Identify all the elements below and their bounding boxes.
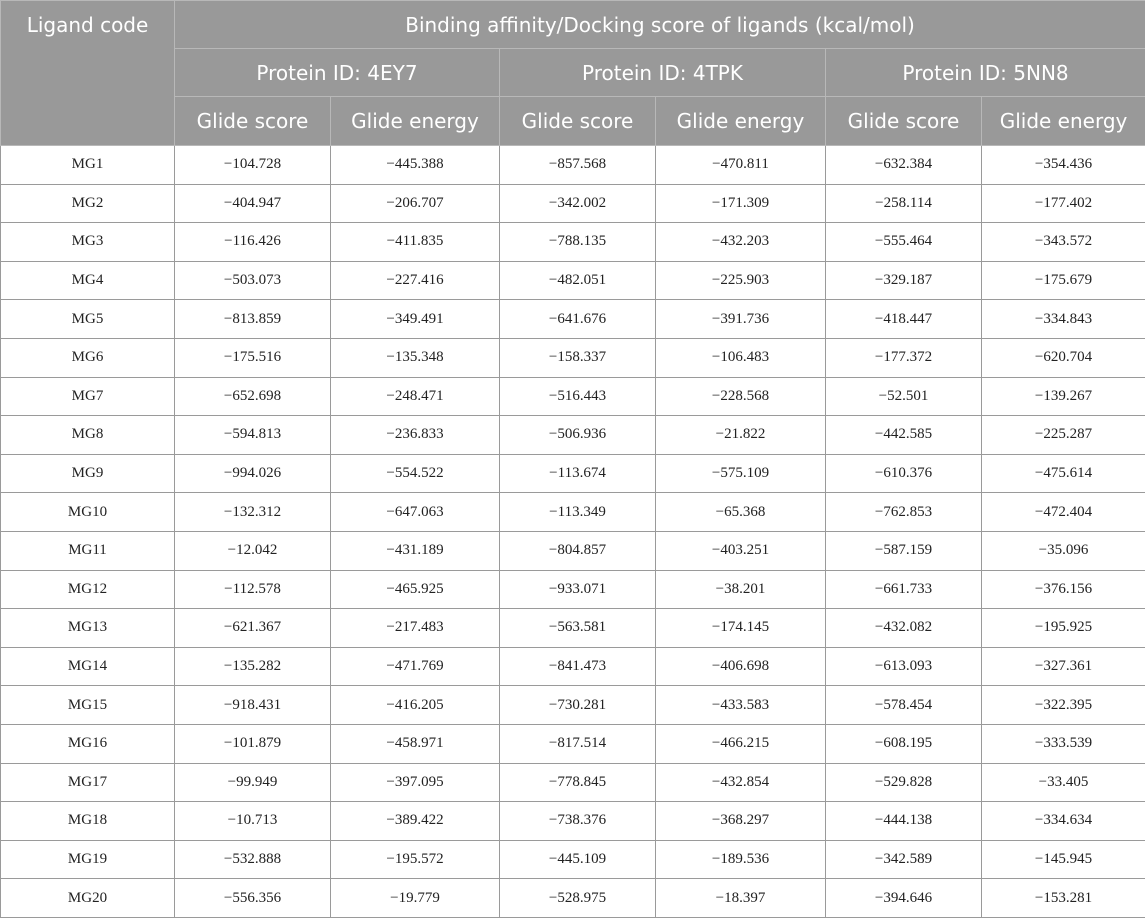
table-row xyxy=(1,570,1145,609)
table-row xyxy=(1,686,1145,725)
glide-energy-4ey7-cell: −135.348 xyxy=(331,338,500,377)
glide-score-4tpk-cell: −857.568 xyxy=(500,146,656,185)
glide-score-5nn8-cell: −632.384 xyxy=(826,146,982,185)
glide-score-5nn8-cell: −762.853 xyxy=(826,493,982,532)
glide-score-header: Glide score xyxy=(175,97,331,146)
glide-score-5nn8-cell: −578.454 xyxy=(826,686,982,725)
ligand-code-cell: MG15 xyxy=(1,686,175,725)
protein-5nn8-header: Protein ID: 5NN8 xyxy=(826,49,1145,97)
table-row xyxy=(1,223,1145,262)
glide-score-5nn8-cell: −529.828 xyxy=(826,763,982,802)
table-header xyxy=(1,1,1145,146)
glide-score-4tpk-cell: −113.674 xyxy=(500,454,656,493)
glide-score-4ey7-cell: −994.026 xyxy=(175,454,331,493)
ligand-code-cell: MG16 xyxy=(1,724,175,763)
glide-score-5nn8-cell: −52.501 xyxy=(826,377,982,416)
ligand-code-cell: MG7 xyxy=(1,377,175,416)
glide-energy-4ey7-cell: −554.522 xyxy=(331,454,500,493)
glide-energy-4ey7-cell: −19.779 xyxy=(331,879,500,918)
glide-energy-4ey7-cell: −397.095 xyxy=(331,763,500,802)
table-row xyxy=(1,416,1145,455)
glide-score-4ey7-cell: −175.516 xyxy=(175,338,331,377)
glide-score-5nn8-cell: −442.585 xyxy=(826,416,982,455)
glide-energy-header: Glide energy xyxy=(982,97,1145,146)
glide-score-5nn8-cell: −177.372 xyxy=(826,338,982,377)
ligand-code-cell: MG9 xyxy=(1,454,175,493)
glide-energy-4tpk-cell: −228.568 xyxy=(656,377,826,416)
glide-energy-5nn8-cell: −145.945 xyxy=(982,840,1145,879)
glide-energy-4ey7-cell: −416.205 xyxy=(331,686,500,725)
glide-score-4tpk-cell: −158.337 xyxy=(500,338,656,377)
glide-score-4tpk-cell: −482.051 xyxy=(500,261,656,300)
glide-energy-5nn8-cell: −33.405 xyxy=(982,763,1145,802)
glide-energy-4ey7-cell: −465.925 xyxy=(331,570,500,609)
glide-score-4tpk-cell: −738.376 xyxy=(500,802,656,841)
glide-score-4ey7-cell: −104.728 xyxy=(175,146,331,185)
glide-energy-4tpk-cell: −225.903 xyxy=(656,261,826,300)
ligand-code-cell: MG8 xyxy=(1,416,175,455)
glide-energy-4ey7-cell: −349.491 xyxy=(331,300,500,339)
glide-score-header: Glide score xyxy=(826,97,982,146)
table-row xyxy=(1,840,1145,879)
glide-energy-5nn8-cell: −175.679 xyxy=(982,261,1145,300)
glide-energy-5nn8-cell: −334.634 xyxy=(982,802,1145,841)
glide-score-4ey7-cell: −101.879 xyxy=(175,724,331,763)
table-row xyxy=(1,609,1145,648)
glide-energy-4tpk-cell: −368.297 xyxy=(656,802,826,841)
ligand-code-cell: MG17 xyxy=(1,763,175,802)
glide-score-5nn8-cell: −613.093 xyxy=(826,647,982,686)
glide-score-4ey7-cell: −918.431 xyxy=(175,686,331,725)
ligand-code-cell: MG20 xyxy=(1,879,175,918)
ligand-code-cell: MG14 xyxy=(1,647,175,686)
glide-energy-4ey7-cell: −389.422 xyxy=(331,802,500,841)
table-body xyxy=(1,146,1145,918)
glide-energy-4tpk-cell: −432.203 xyxy=(656,223,826,262)
table-row xyxy=(1,493,1145,532)
glide-score-4ey7-cell: −621.367 xyxy=(175,609,331,648)
glide-energy-5nn8-cell: −225.287 xyxy=(982,416,1145,455)
glide-energy-5nn8-cell: −376.156 xyxy=(982,570,1145,609)
glide-energy-5nn8-cell: −35.096 xyxy=(982,531,1145,570)
glide-score-4ey7-cell: −116.426 xyxy=(175,223,331,262)
protein-4tpk-header: Protein ID: 4TPK xyxy=(500,49,826,97)
table-row xyxy=(1,763,1145,802)
glide-score-4ey7-cell: −652.698 xyxy=(175,377,331,416)
table-row xyxy=(1,338,1145,377)
ligand-code-cell: MG18 xyxy=(1,802,175,841)
glide-energy-5nn8-cell: −334.843 xyxy=(982,300,1145,339)
glide-score-4ey7-cell: −404.947 xyxy=(175,184,331,223)
glide-energy-5nn8-cell: −322.395 xyxy=(982,686,1145,725)
glide-energy-4tpk-cell: −18.397 xyxy=(656,879,826,918)
glide-score-5nn8-cell: −258.114 xyxy=(826,184,982,223)
glide-energy-4ey7-cell: −248.471 xyxy=(331,377,500,416)
ligand-code-cell: MG6 xyxy=(1,338,175,377)
glide-score-4tpk-cell: −641.676 xyxy=(500,300,656,339)
glide-energy-4tpk-cell: −65.368 xyxy=(656,493,826,532)
glide-score-5nn8-cell: −555.464 xyxy=(826,223,982,262)
glide-score-4ey7-cell: −594.813 xyxy=(175,416,331,455)
table-row xyxy=(1,454,1145,493)
glide-energy-5nn8-cell: −195.925 xyxy=(982,609,1145,648)
glide-score-4ey7-cell: −132.312 xyxy=(175,493,331,532)
glide-score-4tpk-cell: −563.581 xyxy=(500,609,656,648)
ligand-code-cell: MG13 xyxy=(1,609,175,648)
table-row xyxy=(1,802,1145,841)
glide-energy-4ey7-cell: −206.707 xyxy=(331,184,500,223)
glide-score-5nn8-cell: −610.376 xyxy=(826,454,982,493)
glide-score-4tpk-cell: −445.109 xyxy=(500,840,656,879)
glide-score-4ey7-cell: −112.578 xyxy=(175,570,331,609)
table-row xyxy=(1,531,1145,570)
glide-score-5nn8-cell: −587.159 xyxy=(826,531,982,570)
table-row xyxy=(1,300,1145,339)
glide-energy-5nn8-cell: −343.572 xyxy=(982,223,1145,262)
ligand-code-cell: MG5 xyxy=(1,300,175,339)
glide-energy-4tpk-cell: −171.309 xyxy=(656,184,826,223)
glide-energy-4tpk-cell: −575.109 xyxy=(656,454,826,493)
glide-energy-5nn8-cell: −333.539 xyxy=(982,724,1145,763)
glide-energy-4tpk-cell: −391.736 xyxy=(656,300,826,339)
glide-energy-4tpk-cell: −21.822 xyxy=(656,416,826,455)
glide-energy-4tpk-cell: −406.698 xyxy=(656,647,826,686)
glide-score-4tpk-cell: −506.936 xyxy=(500,416,656,455)
glide-score-4tpk-cell: −778.845 xyxy=(500,763,656,802)
glide-score-header: Glide score xyxy=(500,97,656,146)
ligand-code-cell: MG19 xyxy=(1,840,175,879)
glide-energy-4tpk-cell: −106.483 xyxy=(656,338,826,377)
glide-energy-4ey7-cell: −411.835 xyxy=(331,223,500,262)
ligand-code-cell: MG11 xyxy=(1,531,175,570)
glide-score-4tpk-cell: −113.349 xyxy=(500,493,656,532)
ligand-code-cell: MG10 xyxy=(1,493,175,532)
glide-energy-4ey7-cell: −471.769 xyxy=(331,647,500,686)
glide-energy-5nn8-cell: −139.267 xyxy=(982,377,1145,416)
glide-energy-4tpk-cell: −433.583 xyxy=(656,686,826,725)
glide-score-5nn8-cell: −608.195 xyxy=(826,724,982,763)
table-row xyxy=(1,261,1145,300)
glide-score-4tpk-cell: −933.071 xyxy=(500,570,656,609)
protein-4ey7-header: Protein ID: 4EY7 xyxy=(175,49,500,97)
glide-energy-4ey7-cell: −227.416 xyxy=(331,261,500,300)
glide-energy-5nn8-cell: −475.614 xyxy=(982,454,1145,493)
glide-energy-4tpk-cell: −403.251 xyxy=(656,531,826,570)
glide-score-4tpk-cell: −788.135 xyxy=(500,223,656,262)
table-row xyxy=(1,377,1145,416)
glide-score-4tpk-cell: −528.975 xyxy=(500,879,656,918)
glide-energy-4ey7-cell: −445.388 xyxy=(331,146,500,185)
glide-score-4tpk-cell: −342.002 xyxy=(500,184,656,223)
table-row xyxy=(1,184,1145,223)
glide-score-4ey7-cell: −813.859 xyxy=(175,300,331,339)
glide-energy-4ey7-cell: −195.572 xyxy=(331,840,500,879)
glide-score-4ey7-cell: −556.356 xyxy=(175,879,331,918)
glide-energy-4ey7-cell: −647.063 xyxy=(331,493,500,532)
glide-score-5nn8-cell: −394.646 xyxy=(826,879,982,918)
glide-score-4ey7-cell: −99.949 xyxy=(175,763,331,802)
ligand-code-cell: MG4 xyxy=(1,261,175,300)
table-row xyxy=(1,724,1145,763)
glide-energy-4tpk-cell: −189.536 xyxy=(656,840,826,879)
glide-score-5nn8-cell: −329.187 xyxy=(826,261,982,300)
glide-score-4ey7-cell: −10.713 xyxy=(175,802,331,841)
glide-energy-4ey7-cell: −458.971 xyxy=(331,724,500,763)
glide-score-5nn8-cell: −661.733 xyxy=(826,570,982,609)
glide-score-4ey7-cell: −135.282 xyxy=(175,647,331,686)
glide-energy-5nn8-cell: −354.436 xyxy=(982,146,1145,185)
glide-score-4ey7-cell: −12.042 xyxy=(175,531,331,570)
table-row xyxy=(1,879,1145,918)
glide-energy-5nn8-cell: −620.704 xyxy=(982,338,1145,377)
glide-energy-5nn8-cell: −153.281 xyxy=(982,879,1145,918)
glide-score-4ey7-cell: −503.073 xyxy=(175,261,331,300)
glide-energy-4ey7-cell: −236.833 xyxy=(331,416,500,455)
glide-energy-4ey7-cell: −431.189 xyxy=(331,531,500,570)
glide-energy-5nn8-cell: −472.404 xyxy=(982,493,1145,532)
table-row xyxy=(1,146,1145,185)
glide-energy-4tpk-cell: −38.201 xyxy=(656,570,826,609)
glide-energy-header: Glide energy xyxy=(656,97,826,146)
glide-energy-4ey7-cell: −217.483 xyxy=(331,609,500,648)
table-row xyxy=(1,647,1145,686)
glide-score-5nn8-cell: −444.138 xyxy=(826,802,982,841)
glide-score-4tpk-cell: −730.281 xyxy=(500,686,656,725)
glide-score-4tpk-cell: −841.473 xyxy=(500,647,656,686)
ligand-code-cell: MG1 xyxy=(1,146,175,185)
glide-energy-4tpk-cell: −466.215 xyxy=(656,724,826,763)
glide-energy-4tpk-cell: −174.145 xyxy=(656,609,826,648)
glide-energy-4tpk-cell: −470.811 xyxy=(656,146,826,185)
glide-score-4ey7-cell: −532.888 xyxy=(175,840,331,879)
glide-energy-5nn8-cell: −327.361 xyxy=(982,647,1145,686)
glide-score-5nn8-cell: −432.082 xyxy=(826,609,982,648)
glide-score-4tpk-cell: −804.857 xyxy=(500,531,656,570)
binding-affinity-header: Binding affinity/Docking score of ligands (kcal/mol) xyxy=(175,1,1145,49)
ligand-code-cell: MG2 xyxy=(1,184,175,223)
glide-energy-header: Glide energy xyxy=(331,97,500,146)
glide-score-5nn8-cell: −342.589 xyxy=(826,840,982,879)
glide-score-4tpk-cell: −817.514 xyxy=(500,724,656,763)
ligand-code-header: Ligand code xyxy=(1,1,175,146)
glide-energy-4tpk-cell: −432.854 xyxy=(656,763,826,802)
glide-score-4tpk-cell: −516.443 xyxy=(500,377,656,416)
glide-score-5nn8-cell: −418.447 xyxy=(826,300,982,339)
ligand-code-cell: MG12 xyxy=(1,570,175,609)
glide-energy-5nn8-cell: −177.402 xyxy=(982,184,1145,223)
ligand-code-cell: MG3 xyxy=(1,223,175,262)
